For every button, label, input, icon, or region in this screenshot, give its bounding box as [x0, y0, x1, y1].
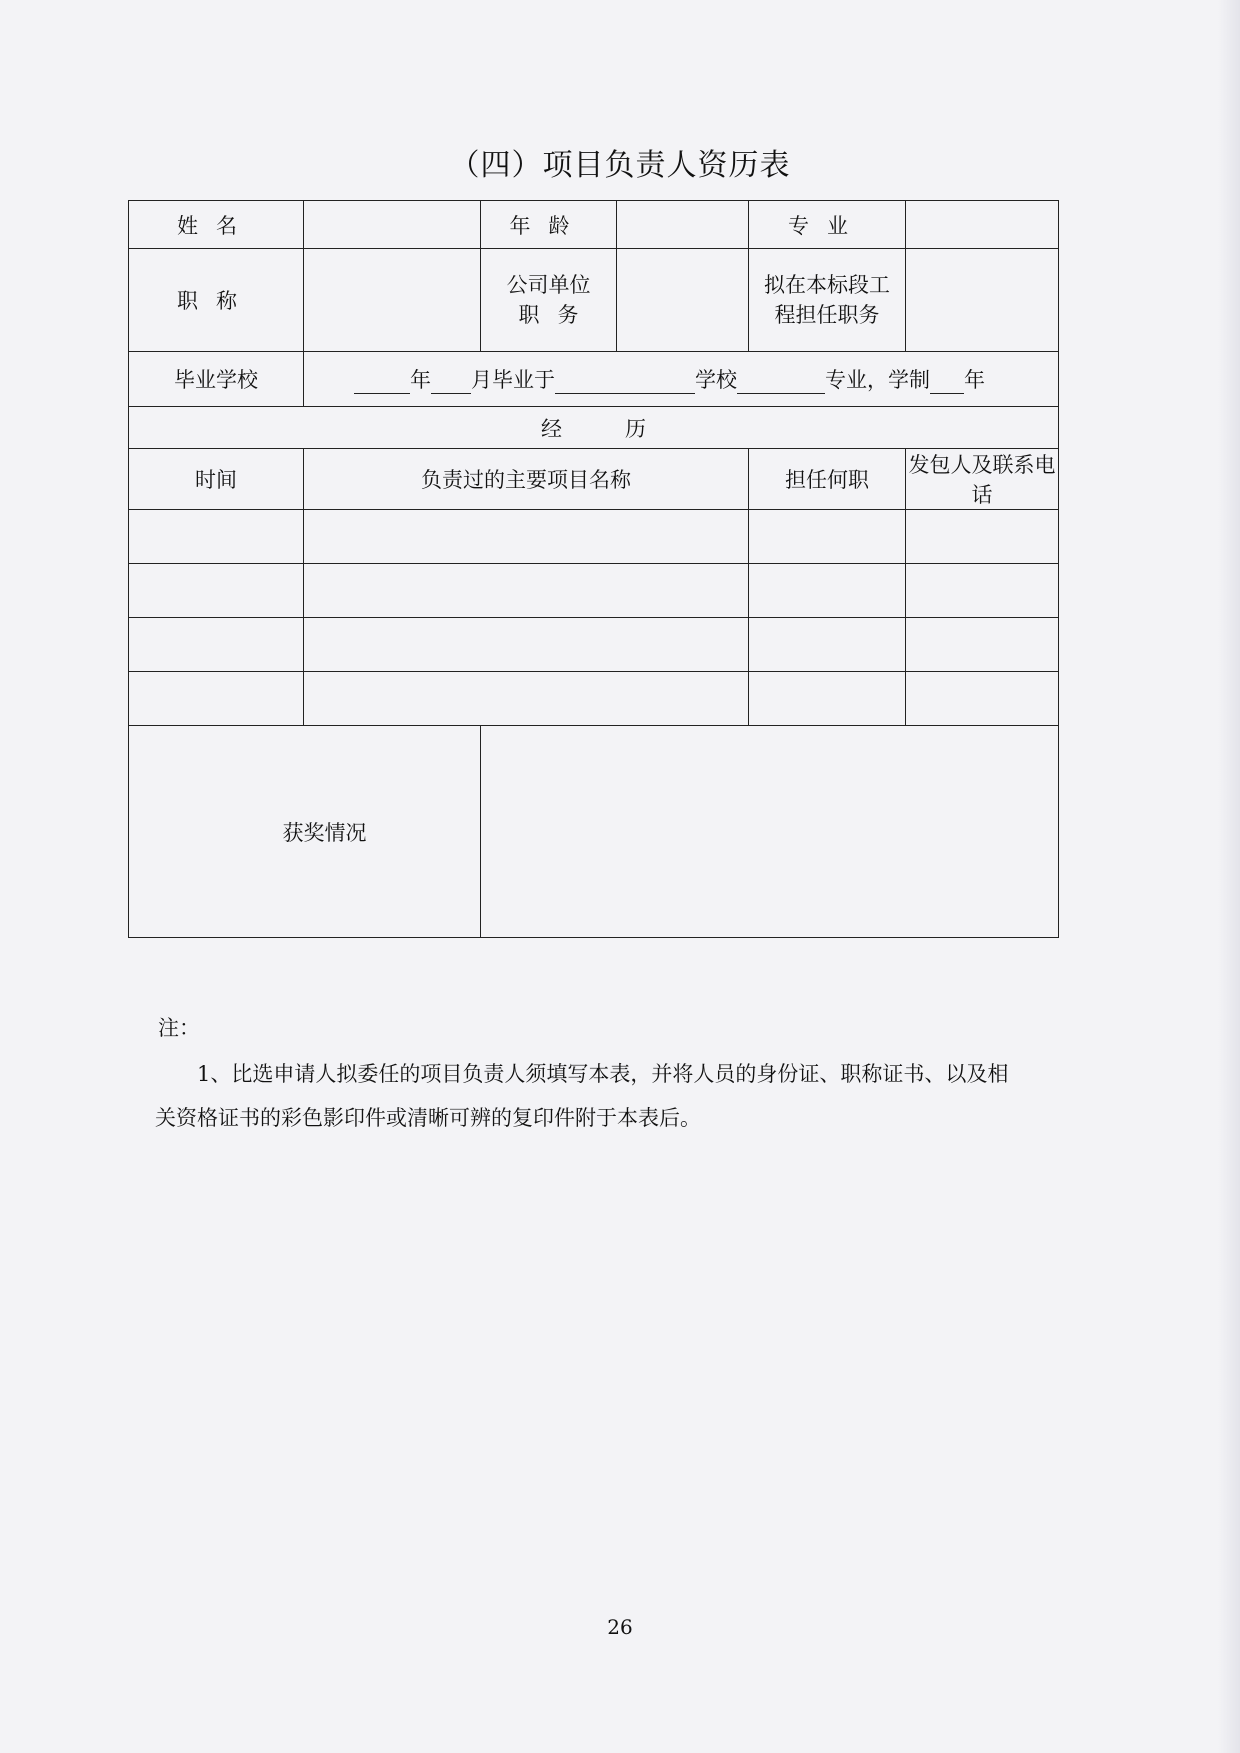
notes-label: 注：	[158, 1016, 200, 1040]
project-cell[interactable]	[304, 618, 749, 672]
age-field[interactable]	[617, 201, 749, 249]
company-position-label	[481, 249, 617, 352]
page-title: （四）项目负责人资历表	[449, 148, 791, 183]
proposed-role-label-line2: 程担任职务	[774, 303, 880, 327]
grad-major-blank[interactable]	[737, 373, 825, 394]
age-label: 年龄	[481, 201, 617, 249]
scan-edge-shadow	[1218, 0, 1240, 1753]
contact-cell[interactable]	[906, 618, 1059, 672]
grad-part-school: 学校	[695, 368, 737, 392]
role-cell[interactable]	[749, 672, 906, 726]
project-cell[interactable]	[304, 672, 749, 726]
grad-month-blank[interactable]	[431, 373, 471, 394]
company-position-label-line1: 公司单位	[506, 273, 591, 297]
graduation-label: 毕业学校	[129, 352, 304, 407]
grad-part-year: 年	[410, 368, 431, 392]
proposed-role-label-line1: 拟在本标段工	[764, 273, 890, 297]
project-cell[interactable]	[304, 564, 749, 618]
resume-form-table	[128, 200, 1059, 938]
contact-cell[interactable]	[906, 672, 1059, 726]
major-label: 专业	[749, 201, 906, 249]
role-cell[interactable]	[749, 564, 906, 618]
awards-label: 获奖情况	[129, 726, 481, 938]
grad-duration-blank[interactable]	[930, 373, 964, 394]
contact-cell[interactable]	[906, 564, 1059, 618]
company-position-field[interactable]	[617, 249, 749, 352]
title-field[interactable]	[304, 249, 481, 352]
col-header-client-contact: 发包人及联系电话	[906, 449, 1059, 510]
role-cell[interactable]	[749, 618, 906, 672]
major-field[interactable]	[906, 201, 1059, 249]
company-position-label-line2: 职务	[518, 303, 597, 327]
col-header-time: 时间	[129, 449, 304, 510]
grad-part-major: 专业，学制	[825, 368, 930, 392]
table-row	[129, 618, 1059, 672]
proposed-role-field[interactable]	[906, 249, 1059, 352]
name-field[interactable]	[304, 201, 481, 249]
grad-part-duration: 年	[964, 368, 985, 392]
project-cell[interactable]	[304, 510, 749, 564]
awards-field[interactable]	[481, 726, 1059, 938]
time-cell[interactable]	[129, 618, 304, 672]
time-cell[interactable]	[129, 564, 304, 618]
col-header-project: 负责过的主要项目名称	[304, 449, 749, 510]
graduation-line	[304, 352, 1059, 407]
page-number: 26	[607, 1615, 633, 1639]
time-cell[interactable]	[129, 672, 304, 726]
table-row	[129, 564, 1059, 618]
title-label: 职称	[129, 249, 304, 352]
name-label: 姓名	[129, 201, 304, 249]
role-cell[interactable]	[749, 510, 906, 564]
contact-cell[interactable]	[906, 510, 1059, 564]
grad-year-blank[interactable]	[354, 373, 410, 394]
table-row	[129, 672, 1059, 726]
grad-part-month: 月毕业于	[471, 368, 555, 392]
table-row	[129, 510, 1059, 564]
proposed-role-label	[749, 249, 906, 352]
grad-school-blank[interactable]	[555, 373, 695, 394]
notes-item-1: 1、比选申请人拟委任的项目负责人须填写本表，并将人员的身份证、职称证书、以及相关资格证书的彩色影印件或清晰可辨的复印件附于本表后。	[155, 1062, 1009, 1130]
time-cell[interactable]	[129, 510, 304, 564]
experience-header: 经 历	[129, 407, 1059, 449]
col-header-role: 担任何职	[749, 449, 906, 510]
